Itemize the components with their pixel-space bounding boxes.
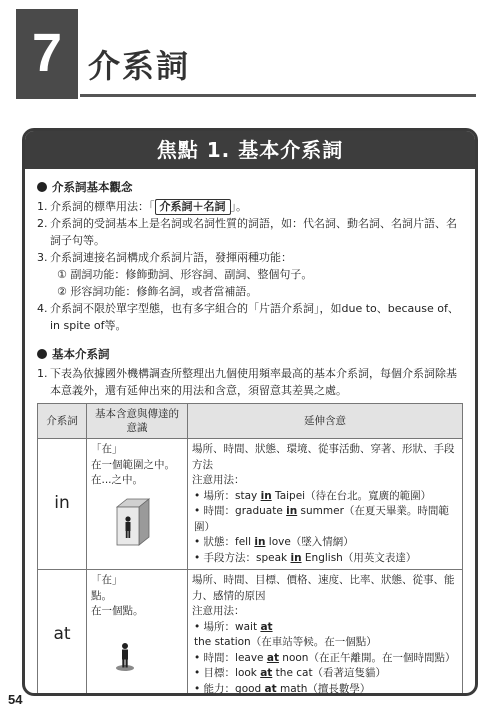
list-item: 3. 介系詞連接名詞構成介系詞片語，發揮兩種功能：	[37, 251, 292, 264]
table-header-row	[38, 404, 463, 439]
bullet-icon	[37, 349, 47, 359]
extended-meaning-cell: 場所、時間、狀態、環境、從事活動、穿著、形狀、手段方法 注意用法： • 場所：stay in Taipei（待在台北。寬廣的範圍） • 時間：graduate in summer（在夏天畢業。時間範圍） • 狀態：fell in love（墜入情網） • 手段方法：speak in English（用英文表達）	[188, 439, 463, 570]
chapter-title: 介系詞	[88, 47, 191, 85]
column-header: 延伸含意	[188, 404, 463, 439]
formula-box: 介系詞＋名詞	[155, 199, 231, 215]
column-header: 介系詞	[38, 404, 87, 439]
preposition-word: in	[38, 439, 87, 570]
table-row	[38, 570, 463, 697]
usage-example: • 場所：stay in Taipei（待在台北。寬廣的範圍）	[194, 489, 432, 502]
usage-example: • 場所：wait at the station（在車站等候。在一個點）	[194, 620, 377, 648]
panel-content	[25, 169, 475, 696]
at-point-illustration	[111, 628, 151, 674]
preposition-table	[37, 403, 463, 696]
chapter-number: 7	[16, 9, 78, 99]
list-item: 2. 介系詞的受詞基本上是名詞或名詞性質的詞語，如：代名詞、動名詞、名詞片語、名詞子句等。	[37, 217, 457, 247]
usage-example: • 能力：good at math（擅長數學）	[194, 682, 371, 695]
bullet-icon	[37, 182, 47, 192]
usage-example: • 手段方法：speak in English（用英文表達）	[194, 551, 417, 564]
basic-meaning-cell: 「在」 在一個範圍之中。 在...之中。	[87, 439, 188, 570]
in-box-illustration	[111, 497, 151, 547]
sub-item: ② 形容詞功能：修飾名詞，或者當補語。	[57, 285, 258, 298]
extended-meaning-cell: 場所、時間、目標、價格、速度、比率、狀態、從事、能力、感情的原因 注意用法： • 場所：wait at the station（在車站等候。在一個點） • 時間：leave at noon（在正午離開。在一個時間點） • 目標：look at the cat（看著這隻貓） • 能力：good at math（擅長數學）	[188, 570, 463, 697]
usage-example: • 時間：graduate in summer（在夏天畢業。時間範圍）	[194, 505, 449, 533]
list-item: 1. 介系詞的標準用法：「 介系詞＋名詞 」。	[37, 200, 247, 213]
usage-example: • 狀態：fell in love（墜入情網）	[194, 536, 354, 548]
usage-example: • 時間：leave at noon（在正午離開。在一個時間點）	[194, 651, 456, 664]
column-header: 基本含意與傳達的意識	[87, 404, 188, 439]
table-row	[38, 439, 463, 570]
section-heading: 基本介系詞	[37, 346, 463, 363]
section-heading: 介系詞基本觀念	[37, 179, 463, 196]
list-item: 4. 介系詞不限於單字型態，也有多字組合的「片語介系詞」，如due to、because of、in spite of等。	[37, 302, 459, 332]
focus-panel	[22, 128, 478, 696]
sub-item: ① 副詞功能：修飾動詞、形容詞、副詞、整個句子。	[57, 268, 313, 281]
chapter-divider	[80, 94, 476, 97]
usage-example: • 目標：look at the cat（看著這隻貓）	[194, 667, 387, 679]
basic-meaning-cell: 「在」 點。 在一個點。	[87, 570, 188, 697]
page-number: 54	[8, 692, 23, 707]
preposition-word: at	[38, 570, 87, 697]
list-item: 1. 下表為依據國外機構調查所整理出九個使用頻率最高的基本介系詞，每個介系詞除基本意義外，還有延伸出來的用法和含意，須留意其差異之處。	[37, 367, 457, 397]
panel-title: 焦點 1. 基本介系詞	[25, 131, 475, 169]
